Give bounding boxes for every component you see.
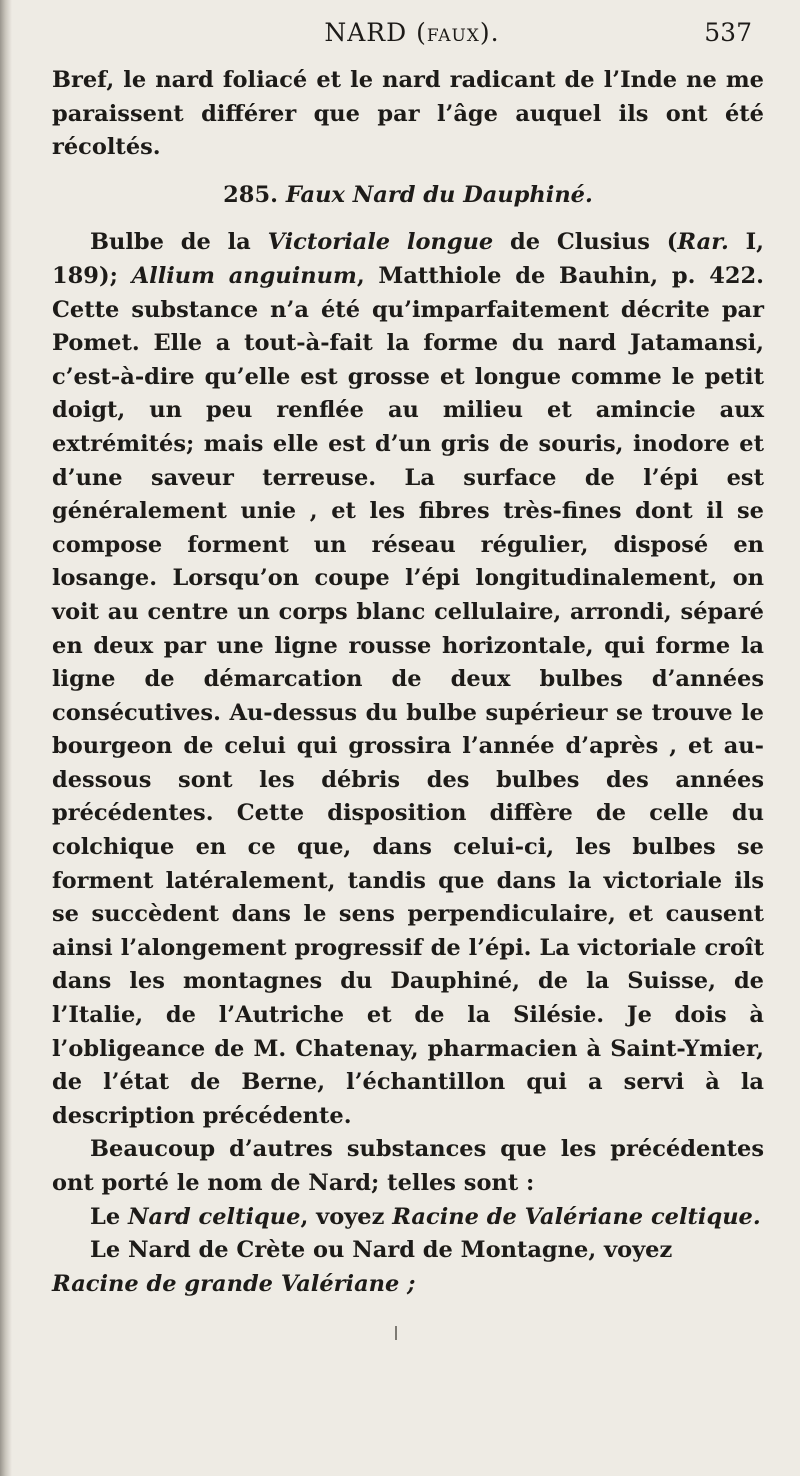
paragraph-description (52, 226, 764, 1133)
text-run: Bulbe de la (90, 229, 268, 256)
text-run: Le (90, 1203, 128, 1230)
text-run: , voyez (300, 1203, 393, 1230)
text-run: , Matthiole de Bauhin, p. 422. Cette substance n’a été qu’imparfaitement décrite par Pomet. Elle a tout-à-fait la forme du nard Jatamansi, c’est-à-dire qu’elle est grosse et longue comme le petit doigt, un peu renflée au milieu et amincie aux extrémités; mais elle est d’un gris de souris, inodore et d’une saveur terreuse. La surface de l’épi est généralement unie , et les fibres très-fines dont il se compose forment un réseau régulier, disposé en losange. Lorsqu’on coupe l’épi longitudinalement, on voit au centre un corps blanc cellulaire, arrondi, séparé en deux par une ligne rousse horizontale, qui forme la ligne de démarcation de deux bulbes d’années consécutives. Au-dessus du bulbe supérieur se trouve le bourgeon de celui qui grossira l’année d’après , et au-dessous sont les débris des bulbes des années précédentes. Cette disposition diffère de celle du colchique en ce que, dans celui-ci, les bulbes se forment latéralement, tandis que dans la victoriale ils se succèdent dans le sens perpendiculaire, et causent ainsi l’alongement progressif de l’épi. La victoriale croît dans les montagnes du Dauphiné, de la Suisse, de l’Italie, de l’Autriche et de la Silésie. Je dois à l’obligeance de M. Chatenay, pharmacien à Saint-Ymier, de l’état de Berne, l’échantillon qui a servi à la description précédente. (52, 262, 764, 1129)
running-head (52, 18, 772, 54)
italic-run: Racine de Valériane celtique. (392, 1203, 761, 1230)
italic-run: Nard celtique (127, 1203, 301, 1230)
book-page (52, 0, 772, 1476)
italic-run: Racine de grande Valériane ; (52, 1270, 416, 1297)
section-title: Faux Nard du Dauphiné. (285, 181, 593, 208)
section-number: 285. (223, 181, 278, 208)
list-item-nard-celtique (52, 1201, 764, 1235)
list-item-nard-de-crete (52, 1234, 764, 1301)
italic-run: Rar. (677, 229, 729, 256)
section-heading (52, 179, 764, 213)
binding-shadow (0, 0, 12, 1476)
text-run: de Clusius ( (493, 229, 678, 256)
italic-run: Allium anguinum (131, 262, 357, 289)
page-number: 537 (704, 18, 752, 47)
running-title-main: NARD ( (324, 18, 427, 47)
running-title-small-caps: FAUX (426, 26, 480, 46)
running-title-end: ). (479, 18, 500, 47)
text-run: I, 189); (52, 229, 764, 289)
paragraph-intro: Bref, le nard foliacé et le nard radicant de l’Inde ne me paraissent différer que par l’âge auquel ils ont été récoltés. (52, 67, 764, 161)
stray-ink-mark (395, 1326, 397, 1340)
paragraph-other-substances: Beaucoup d’autres substances que les précédentes ont porté le nom de Nard; telles sont : (52, 1136, 764, 1196)
text-run: Le Nard de Crète ou Nard de Montagne, voyez (90, 1237, 673, 1264)
running-title (52, 18, 772, 47)
body-text (52, 64, 764, 1301)
italic-run: Victoriale longue (267, 229, 494, 256)
